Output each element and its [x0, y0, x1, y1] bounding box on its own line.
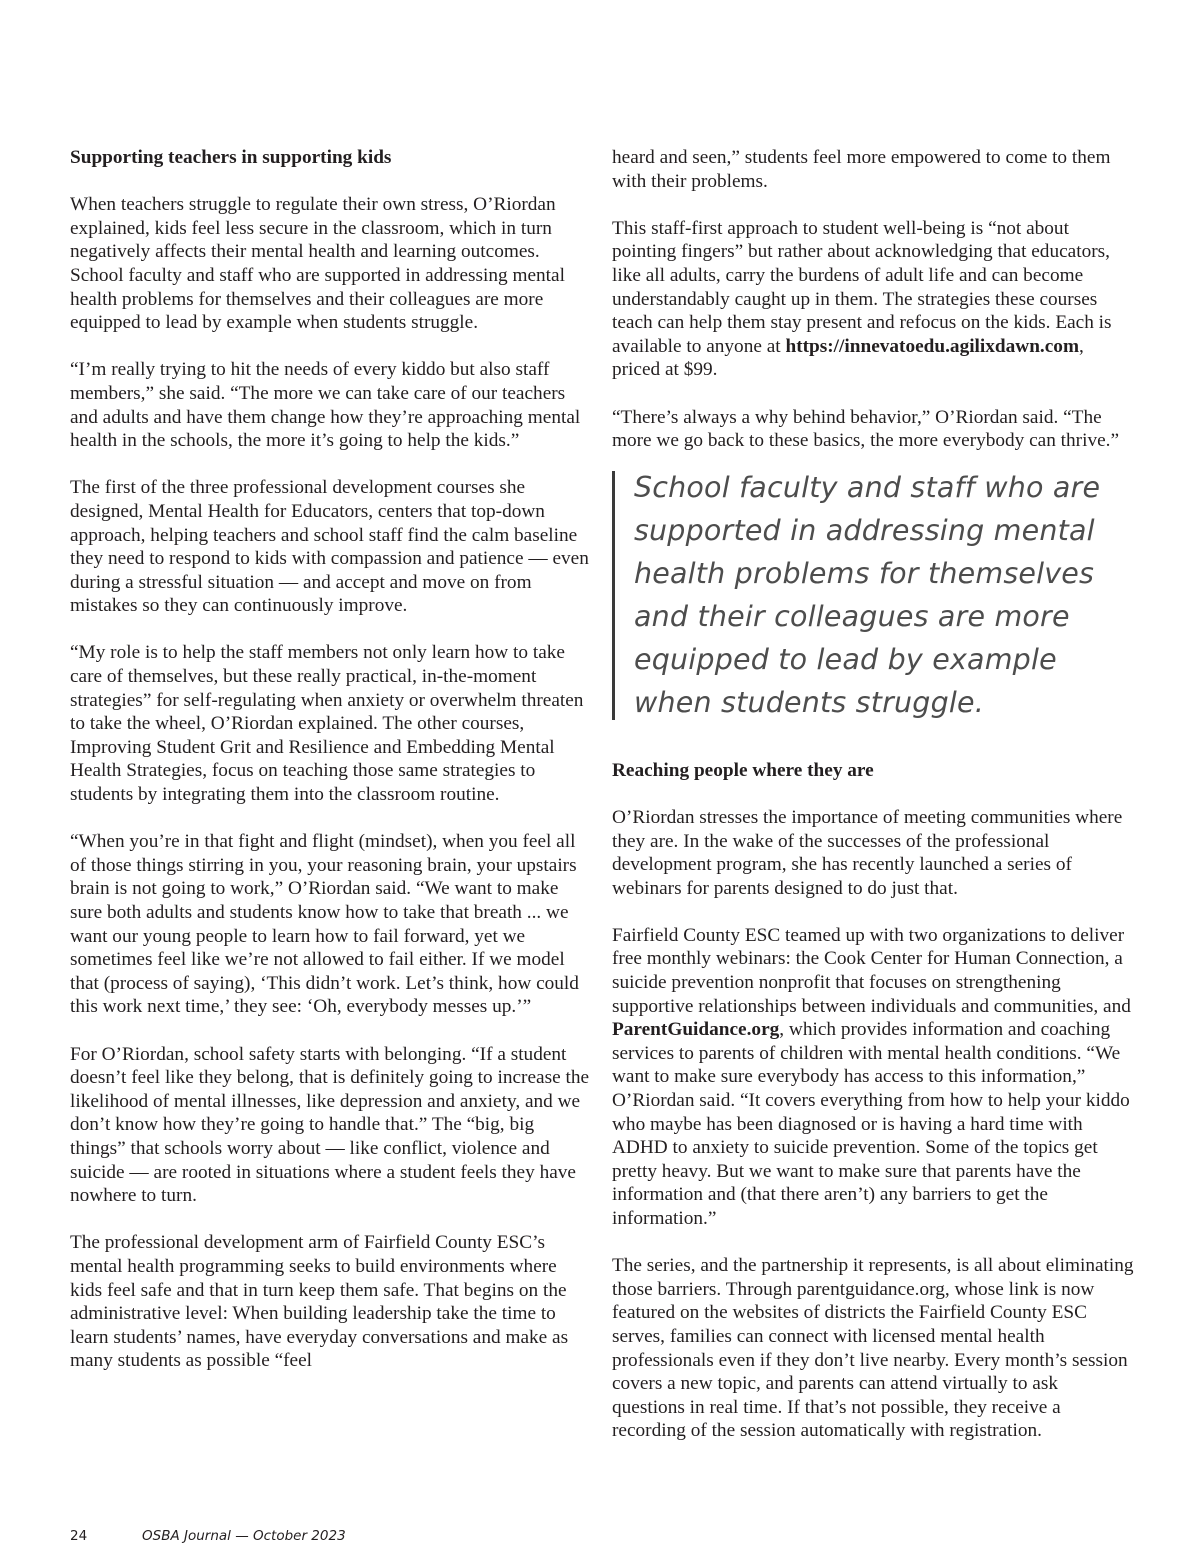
body-paragraph: “I’m really trying to hit the needs of every kiddo but also staff members,” she said. “The more we can take care of our teachers and adults and have them change how they’re approaching mental health in the schools, the more it’s going to help the kids.” [70, 359, 581, 452]
right-column [612, 146, 1134, 1443]
paragraph-text: Fairfield County ESC teamed up with two organizations to deliver free monthly webinars: the Cook Center for Human Connection, a suicide prevention nonprofit that focuses on strengthening supportive relationships between individuals and communities, and [612, 924, 1131, 1017]
body-paragraph: O’Riordan stresses the importance of meeting communities where they are. In the wake of the successes of the professional development program, she has recently launched a series of webinars for parents designed to do just that. [612, 806, 1123, 899]
section-heading-reaching-people: Reaching people where they are [612, 759, 874, 781]
section-heading-supporting-teachers: Supporting teachers in supporting kids [70, 147, 392, 168]
body-paragraph: When teachers struggle to regulate their own stress, O’Riordan explained, kids feel less secure in the classroom, which in turn negatively affects their mental health and learning outcomes. School faculty and staff who are supported in addressing mental health problems for themselves and their colleagues are more equipped to lead by example when students struggle. [70, 194, 565, 334]
page-footer [70, 1528, 346, 1544]
body-paragraph: The series, and the partnership it represents, is all about eliminating those barriers. Through parentguidance.org, whose link is now featured on the websites of districts the Fairfield County ESC serves, families can connect with licensed mental health professionals even if they don’t live nearby. Every month’s session covers a new topic, and parents can attend virtually to ask questions in real time. If that’s not possible, they receive a recording of the session automatically with registration. [612, 1255, 1134, 1442]
body-paragraph: The professional development arm of Fairfield County ESC’s mental health programming seeks to build environments where kids feel safe and that in turn keep them safe. That begins on the administrative level: When building leadership take the time to learn students’ names, have everyday conversations and make as many students as possible “feel [70, 1232, 569, 1372]
paragraph-text: , priced at $99. [612, 335, 1084, 381]
page-number: 24 [70, 1528, 88, 1544]
body-paragraph: “My role is to help the staff members not only learn how to take care of themselves, but these really practical, in-the-moment strategies” for self-regulating when anxiety or overwhelm threaten to take the wheel, O’Riordan explained. The other courses, Improving Student Grit and Resilience and Embedding Mental Health Strategies, focus on teaching those same strategies to students by integrating them into the classroom routine. [70, 642, 584, 806]
body-paragraph-staff-first [612, 217, 1134, 382]
body-paragraph-continued: heard and seen,” students feel more empowered to come to them with their problems. [612, 147, 1111, 192]
course-link[interactable]: https://innevatoedu.agilixdawn.com [785, 335, 1080, 357]
body-paragraph-webinars [612, 924, 1134, 1231]
left-column [70, 146, 590, 1373]
journal-name: OSBA Journal — October 2023 [142, 1528, 346, 1544]
body-paragraph: For O’Riordan, school safety starts with belonging. “If a student doesn’t feel like they belong, that is definitely going to increase the likelihood of mental illnesses, like depression and anxiety, and we don’t know how they’re going to handle that.” The “big, big things” that schools worry about — like conflict, violence and suicide — are rooted in situations where a student feels they have nowhere to turn. [70, 1043, 590, 1207]
pull-quote-text: School faculty and staff who are supported in addressing mental health problems for themselves and their colleagues are more equipped to lead by example when students struggle. [634, 470, 1101, 719]
parentguidance-link[interactable]: ParentGuidance.org [612, 1019, 780, 1041]
body-paragraph: The first of the three professional development courses she designed, Mental Health for Educators, centers that top-down approach, helping teachers and school staff find the calm baseline they need to respond to kids with compassion and patience — even during a stressful situation — and accept and move on from mistakes so they can continuously improve. [70, 477, 589, 617]
pull-quote [612, 466, 1134, 724]
body-paragraph: “When you’re in that fight and flight (mindset), when you feel all of those things stirring in you, your reasoning brain, your upstairs brain is not going to work,” O’Riordan said. “We want to make sure both adults and students know how to take that breath ... we want our young people to learn how to fail forward, yet we sometimes feel like we’re not allowed to fail either. If we model that (process of saying), ‘This didn’t work. Let’s think, how could this work next time,’ they see: ‘Oh, everybody messes up.’” [70, 831, 579, 1018]
pull-quote-rule [612, 471, 615, 720]
paragraph-text: , which provides information and coaching services to parents of children with mental health conditions. “We want to make sure everybody has access to this information,” O’Riordan said. “It covers everything from how to help your kiddo who maybe has been diagnosed or is having a hard time with ADHD to anxiety to suicide prevention. Some of the topics get pretty heavy. But we want to make sure that parents have the information and (that there aren’t) any barriers to get the information.” [612, 1019, 1130, 1229]
paragraph-text: This staff-first approach to student well-being is “not about pointing fingers” but rather about acknowledging that educators, like all adults, carry the burdens of adult life and can become understandably caught up in them. The strategies these courses teach can help them stay present and refocus on the kids. Each is available to anyone at [612, 217, 1112, 357]
body-paragraph-behavior-quote: “There’s always a why behind behavior,” O’Riordan said. “The more we go back to these basics, the more everybody can thrive.” [612, 406, 1120, 452]
